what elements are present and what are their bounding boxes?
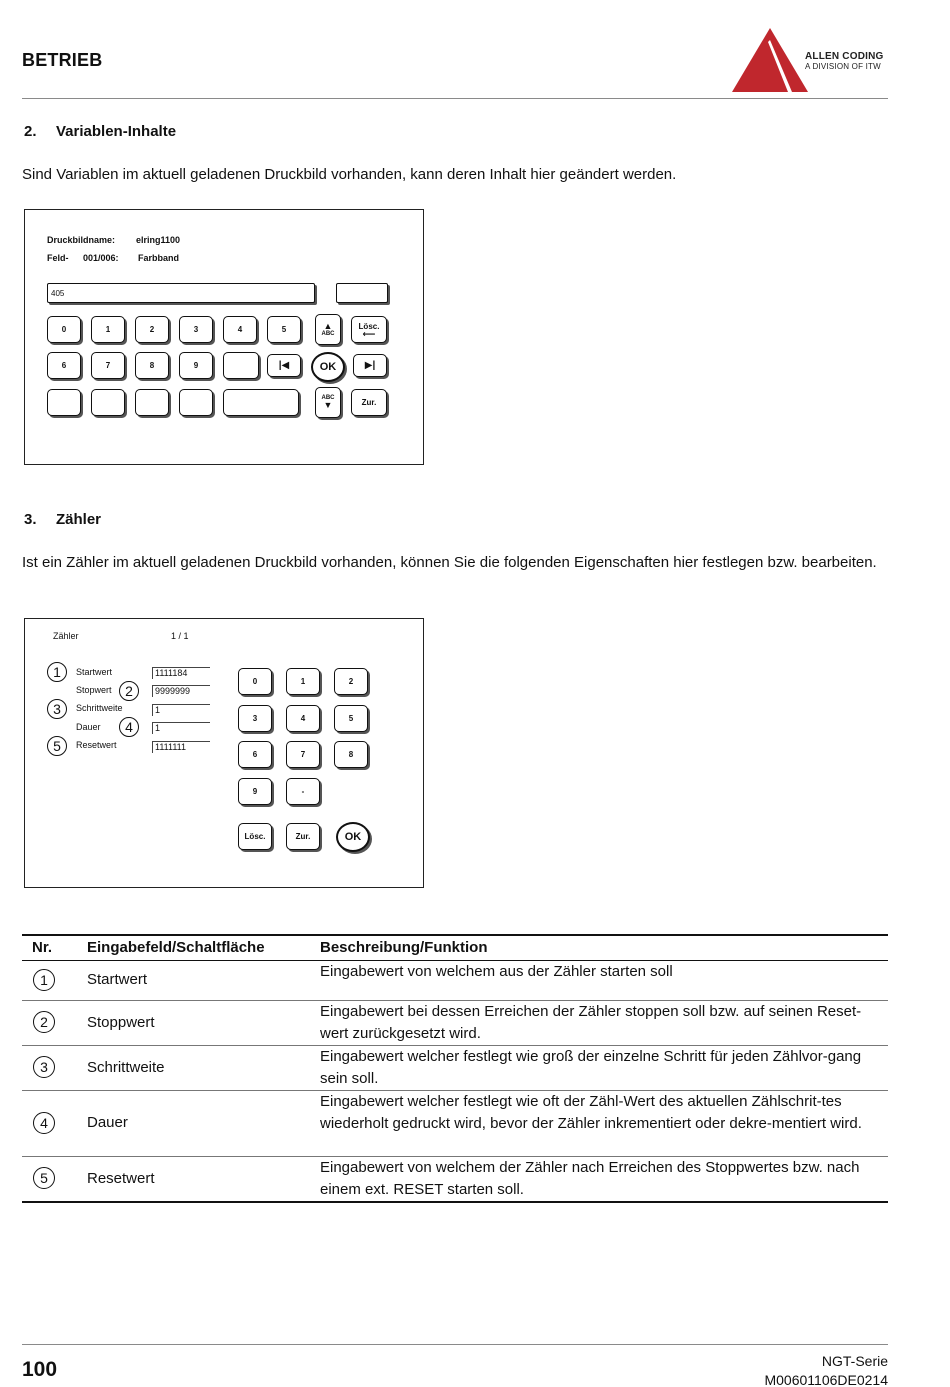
stopwert-field[interactable]: 9999999	[152, 685, 210, 697]
delete-label: Lösc.	[358, 321, 380, 331]
row-marker: 5	[33, 1167, 55, 1189]
counter-key-0[interactable]: 0	[238, 668, 272, 695]
schrittweite-label: Schrittweite	[76, 703, 123, 713]
counter-key-5[interactable]: 5	[334, 705, 368, 732]
arrow-down-icon: ▼	[323, 400, 333, 410]
section-2-title: Variablen-Inhalte	[56, 123, 177, 140]
table-row	[22, 1000, 888, 1045]
counter-key-1[interactable]: 1	[286, 668, 320, 695]
marker-2: 2	[119, 681, 139, 701]
page-header-title: BETRIEB	[22, 50, 103, 70]
row-marker: 4	[33, 1112, 55, 1134]
row-nr-cell	[22, 960, 87, 1000]
counter-key-3[interactable]: 3	[238, 705, 272, 732]
row-field-cell: Dauer	[87, 1090, 320, 1156]
section-3-text: Ist ein Zähler im aktuell geladenen Druckbild vorhanden, können Sie die folgenden Eigenschaften hier festlegen bzw. bearbeiten.	[22, 554, 877, 571]
counter-key-8[interactable]: 8	[334, 741, 368, 768]
blank-key-row2[interactable]	[223, 352, 259, 379]
skip-forward-button[interactable]	[353, 354, 387, 377]
skip-back-button[interactable]	[267, 354, 301, 377]
header-nr: Nr.	[22, 935, 87, 960]
feld-label: Feld-	[47, 253, 69, 263]
blank-key-4[interactable]	[179, 389, 213, 416]
counter-key-2[interactable]: 2	[334, 668, 368, 695]
key-9[interactable]: 9	[179, 352, 213, 379]
footer-divider	[22, 1344, 888, 1345]
page-number: 100	[22, 1358, 58, 1381]
key-8[interactable]: 8	[135, 352, 169, 379]
arrow-up-icon: ▲	[323, 321, 333, 331]
row-desc-cell: Eingabewert welcher festlegt wie groß der einzelne Schritt für jeden Zählvor-gang sein soll.	[320, 1045, 888, 1090]
ok-button[interactable]: OK	[311, 352, 345, 382]
key-4[interactable]: 4	[223, 316, 257, 343]
counter-delete-button[interactable]: Lösc.	[238, 823, 272, 850]
section-2-text: Sind Variablen im aktuell geladenen Druckbild vorhanden, kann deren Inhalt hier geändert werden.	[22, 166, 677, 183]
row-nr-cell	[22, 1090, 87, 1156]
variable-input-field[interactable]: 405	[47, 283, 315, 303]
schrittweite-field[interactable]: 1	[152, 704, 210, 716]
row-desc-cell: Eingabewert bei dessen Erreichen der Zähler stoppen soll bzw. auf seinen Reset-wert zurückgesetzt wird.	[320, 1000, 888, 1045]
startwert-label: Startwert	[76, 667, 113, 677]
row-field-cell: Stoppwert	[87, 1000, 320, 1045]
abc-down-button[interactable]	[315, 387, 341, 418]
table-row	[22, 960, 888, 1000]
key-0[interactable]: 0	[47, 316, 81, 343]
table-row	[22, 1090, 888, 1156]
skip-forward-icon: ▶|	[364, 360, 376, 371]
allen-coding-logo-icon	[730, 26, 810, 94]
row-field-cell: Resetwert	[87, 1156, 320, 1202]
blank-key-3[interactable]	[135, 389, 169, 416]
row-nr-cell	[22, 1156, 87, 1202]
marker-5: 5	[47, 736, 67, 756]
blank-key-2[interactable]	[91, 389, 125, 416]
resetwert-field[interactable]: 1111111	[152, 741, 210, 753]
secondary-input-field[interactable]	[336, 283, 388, 303]
header-field: Eingabefeld/Schaltfläche	[87, 935, 320, 960]
row-marker: 1	[33, 969, 55, 991]
row-field-cell: Schrittweite	[87, 1045, 320, 1090]
blank-key-1[interactable]	[47, 389, 81, 416]
counter-key-7[interactable]: 7	[286, 741, 320, 768]
key-5[interactable]: 5	[267, 316, 301, 343]
logo-company-name: ALLEN CODING	[805, 51, 884, 62]
counter-key-9[interactable]: 9	[238, 778, 272, 805]
field-description-table	[22, 934, 888, 1203]
key-2[interactable]: 2	[135, 316, 169, 343]
marker-4: 4	[119, 717, 139, 737]
counter-key-4[interactable]: 4	[286, 705, 320, 732]
feld-name: Farbband	[138, 253, 180, 263]
header-divider	[22, 98, 888, 99]
footer-doc-code: M00601106DE0214	[764, 1372, 888, 1387]
space-key[interactable]	[223, 389, 299, 416]
druckbildname-value: elring1100	[136, 235, 181, 245]
key-6[interactable]: 6	[47, 352, 81, 379]
section-2-number: 2.	[24, 123, 37, 140]
table-row	[22, 1045, 888, 1090]
startwert-field[interactable]: 1111184	[152, 667, 210, 679]
counter-key-6[interactable]: 6	[238, 741, 272, 768]
key-7[interactable]: 7	[91, 352, 125, 379]
dauer-label: Dauer	[76, 722, 101, 732]
abc-down-label: ABC	[321, 395, 335, 401]
row-desc-cell: Eingabewert welcher festlegt wie oft der Zähl-Wert des aktuellen Zählschrit-tes wiederholt gedruckt wird, bevor der Zähler inkrementiert oder dekre-mentiert wird.	[320, 1090, 888, 1156]
counter-ok-button[interactable]: OK	[336, 822, 370, 852]
footer-series: NGT-Serie	[821, 1353, 888, 1369]
abc-up-label: ABC	[321, 331, 335, 337]
druckbildname-label: Druckbildname:	[47, 235, 116, 245]
row-marker: 3	[33, 1056, 55, 1078]
counter-key-minus[interactable]: -	[286, 778, 320, 805]
section-2-heading	[24, 123, 176, 140]
marker-1: 1	[47, 662, 67, 682]
feld-number: 001/006:	[83, 253, 119, 263]
counter-back-button[interactable]: Zur.	[286, 823, 320, 850]
key-1[interactable]: 1	[91, 316, 125, 343]
stopwert-label: Stopwert	[76, 685, 112, 695]
section-3-number: 3.	[24, 511, 37, 528]
key-3[interactable]: 3	[179, 316, 213, 343]
row-nr-cell	[22, 1000, 87, 1045]
delete-button[interactable]	[351, 316, 387, 343]
abc-up-button[interactable]	[315, 314, 341, 345]
row-nr-cell	[22, 1045, 87, 1090]
resetwert-label: Resetwert	[76, 740, 117, 750]
table-header-row	[22, 935, 888, 960]
row-marker: 2	[33, 1011, 55, 1033]
backspace-arrow-icon: ⟵	[362, 328, 376, 339]
variable-content-screen	[24, 209, 424, 465]
skip-back-icon: |◀	[278, 360, 290, 371]
row-desc-cell: Eingabewert von welchem aus der Zähler starten soll	[320, 960, 888, 1000]
logo-division: A DIVISION OF ITW	[805, 62, 881, 71]
table-row	[22, 1156, 888, 1202]
dauer-field[interactable]: 1	[152, 722, 210, 734]
counter-screen-page: 1 / 1	[171, 631, 189, 641]
back-button[interactable]: Zur.	[351, 389, 387, 416]
marker-3: 3	[47, 699, 67, 719]
row-field-cell: Startwert	[87, 960, 320, 1000]
counter-screen-title: Zähler	[53, 631, 79, 641]
section-3-title: Zähler	[56, 511, 102, 528]
row-desc-cell: Eingabewert von welchem der Zähler nach Erreichen des Stoppwertes bzw. nach einem ext. RESET starten soll.	[320, 1156, 888, 1202]
section-3-heading	[24, 511, 101, 528]
header-desc: Beschreibung/Funktion	[320, 935, 888, 960]
counter-screen	[24, 618, 424, 888]
